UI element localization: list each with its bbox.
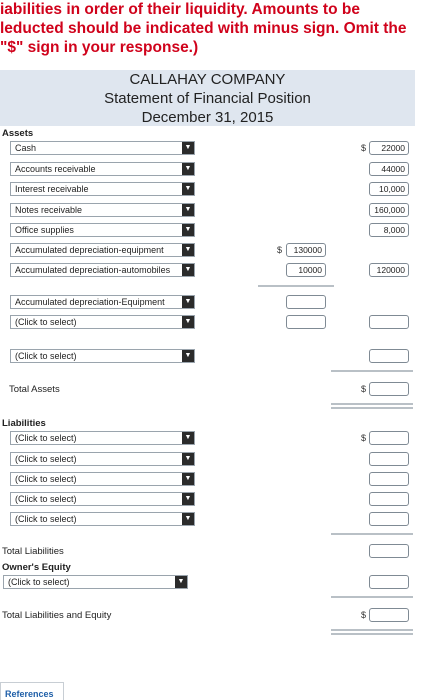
instruction-line: iabilities in order of their liquidity. Amounts to be [0,1,360,18]
asset-select[interactable] [10,203,195,217]
select-label: Office supplies [15,225,74,235]
amount-input[interactable] [369,349,409,363]
amount-input[interactable]: 130000 [286,243,326,257]
dropdown-arrow-icon: ▼ [182,513,194,525]
liabilities-heading: Liabilities [2,418,46,429]
asset-select[interactable] [10,315,195,329]
amount-input[interactable]: 8,000 [369,223,409,237]
amount-input[interactable]: 160,000 [369,203,409,217]
select-label: (Click to select) [15,514,77,524]
dollar-sign: $ [277,245,283,255]
select-label: (Click to select) [15,351,77,361]
asset-select[interactable] [10,295,195,309]
instruction-line: leducted should be indicated with minus sign. Omit the [0,20,407,37]
liability-select[interactable] [10,512,195,526]
dropdown-arrow-icon: ▼ [175,576,187,588]
select-label: (Click to select) [15,454,77,464]
amount-input[interactable]: 10000 [286,263,326,277]
subtotal-rule [331,596,413,598]
amount-input[interactable] [369,575,409,589]
dropdown-arrow-icon: ▼ [182,244,194,256]
asset-select[interactable] [10,182,195,196]
amount-input[interactable] [286,315,326,329]
select-label: Interest receivable [15,184,89,194]
subtotal-rule [331,533,413,535]
select-label: Accounts receivable [15,164,96,174]
equity-select[interactable] [3,575,188,589]
amount-input[interactable]: 120000 [369,263,409,277]
dropdown-arrow-icon: ▼ [182,473,194,485]
total-liabilities-input[interactable] [369,544,409,558]
dollar-sign: $ [361,384,367,394]
statement-title: Statement of Financial Position [104,90,311,107]
amount-input[interactable] [369,431,409,445]
dropdown-arrow-icon: ▼ [182,432,194,444]
double-rule [331,629,413,631]
total-liabilities-label: Total Liabilities [2,546,64,557]
instruction-line: "$" sign in your response.) [0,39,199,56]
dropdown-arrow-icon: ▼ [182,183,194,195]
total-liabilities-equity-input[interactable] [369,608,409,622]
amount-input[interactable] [369,512,409,526]
select-label: (Click to select) [15,474,77,484]
dropdown-arrow-icon: ▼ [182,316,194,328]
amount-input[interactable] [369,315,409,329]
double-rule [331,407,413,409]
select-label: (Click to select) [15,317,77,327]
liability-select[interactable] [10,472,195,486]
total-assets-label: Total Assets [9,384,60,395]
dropdown-arrow-icon: ▼ [182,142,194,154]
company-name: CALLAHAY COMPANY [129,71,286,88]
select-label: Accumulated depreciation-Equipment [15,297,165,307]
dollar-sign: $ [361,433,367,443]
dropdown-arrow-icon: ▼ [182,264,194,276]
amount-input[interactable]: 10,000 [369,182,409,196]
dropdown-arrow-icon: ▼ [182,493,194,505]
select-label: (Click to select) [15,433,77,443]
dropdown-arrow-icon: ▼ [182,204,194,216]
dollar-sign: $ [361,143,367,153]
assets-heading: Assets [2,128,34,139]
dropdown-arrow-icon: ▼ [182,163,194,175]
subtotal-rule [331,370,413,372]
references-tab[interactable]: References [0,682,64,700]
instructions [0,0,426,57]
asset-select[interactable] [10,162,195,176]
amount-input[interactable]: 22000 [369,141,409,155]
double-rule [331,633,413,635]
select-label: Notes receivable [15,205,83,215]
asset-select[interactable] [10,349,195,363]
total-liabilities-equity-label: Total Liabilities and Equity [2,610,112,621]
asset-select[interactable] [10,223,195,237]
statement-header [0,70,415,126]
liability-select[interactable] [10,452,195,466]
select-label: (Click to select) [8,577,70,587]
asset-select[interactable] [10,263,195,277]
statement-date: December 31, 2015 [141,109,274,126]
amount-input[interactable] [369,452,409,466]
dropdown-arrow-icon: ▼ [182,453,194,465]
asset-select[interactable] [10,243,195,257]
liability-select[interactable] [10,492,195,506]
dropdown-arrow-icon: ▼ [182,224,194,236]
total-assets-input[interactable] [369,382,409,396]
select-label: (Click to select) [15,494,77,504]
amount-input[interactable] [369,472,409,486]
amount-input[interactable]: 44000 [369,162,409,176]
select-label: Cash [15,143,37,153]
dropdown-arrow-icon: ▼ [182,350,194,362]
select-label: Accumulated depreciation-equipment [15,245,164,255]
liability-select[interactable] [10,431,195,445]
dollar-sign: $ [361,610,367,620]
double-rule [331,403,413,405]
amount-input[interactable] [286,295,326,309]
subtotal-rule [258,285,334,287]
equity-heading: Owner's Equity [2,562,71,573]
dropdown-arrow-icon: ▼ [182,296,194,308]
asset-select[interactable] [10,141,195,155]
select-label: Accumulated depreciation-automobiles [15,265,171,275]
amount-input[interactable] [369,492,409,506]
